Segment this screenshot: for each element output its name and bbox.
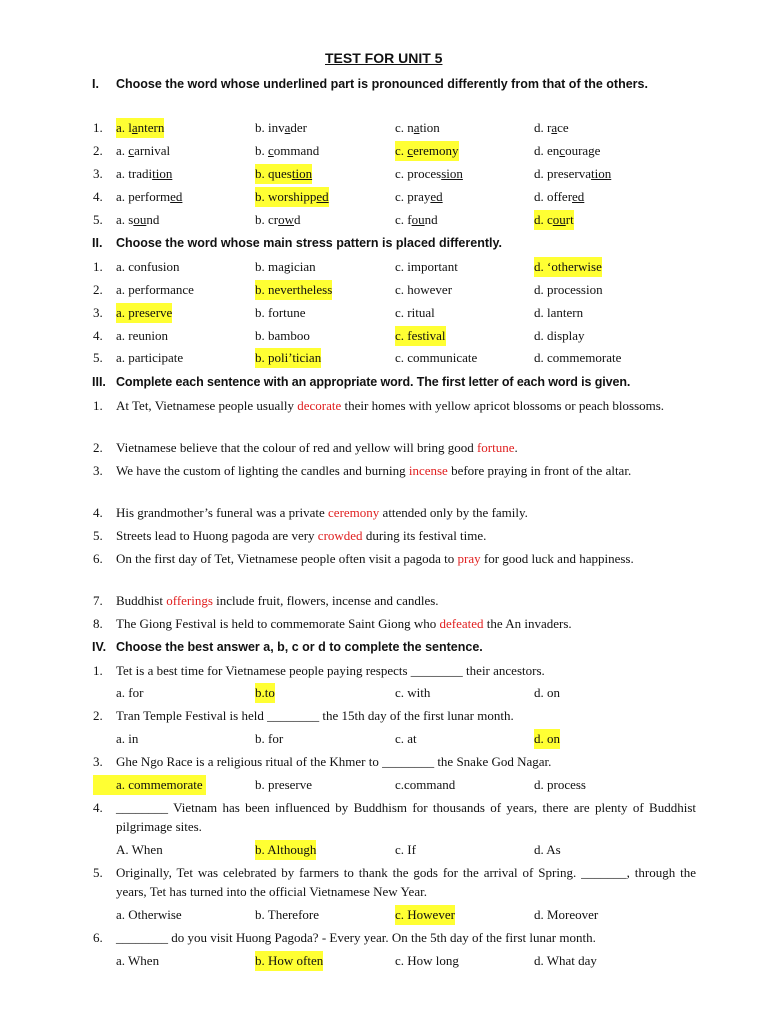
sentence-start: The Giong Festival is held to commemorate Saint Giong who bbox=[116, 616, 440, 631]
option-d: d. Moreover bbox=[534, 907, 599, 922]
option-a: a. When bbox=[116, 953, 160, 968]
option-a: a. participate bbox=[116, 350, 184, 365]
sentence-start: Buddhist bbox=[116, 593, 167, 608]
option-c: c.command bbox=[395, 777, 456, 792]
sentence-start: His grandmother’s funeral was a private bbox=[116, 505, 329, 520]
item-number: 1. bbox=[93, 663, 103, 678]
sentence-start: We have the custom of lighting the candles and burning bbox=[116, 463, 409, 478]
option-d: d. on bbox=[534, 685, 560, 700]
section-instruction: Choose the word whose main stress pattern is placed differently. bbox=[116, 236, 502, 250]
option-a: a. in bbox=[116, 731, 139, 746]
option-c: c. procession bbox=[395, 166, 463, 181]
option-d: d. on bbox=[534, 729, 560, 749]
option-b: b. poli’tician bbox=[255, 348, 321, 368]
sentence bbox=[116, 549, 696, 568]
option-b: b. nevertheless bbox=[255, 280, 332, 300]
item-number: 5. bbox=[93, 350, 103, 365]
option-c: c. ritual bbox=[395, 305, 435, 320]
sentence-start: On the first day of Tet, Vietnamese people often visit a pagoda to bbox=[116, 551, 458, 566]
sentence-end: the An invaders. bbox=[483, 616, 572, 631]
item-number: 6. bbox=[93, 551, 103, 566]
answer-word: decorate bbox=[297, 398, 342, 413]
item-number: 2. bbox=[93, 440, 103, 455]
sentence bbox=[116, 503, 696, 522]
option-c: c. prayed bbox=[395, 189, 443, 204]
question-text: ________ Vietnam has been influenced by Buddhism for thousands of years, there are plenty of Buddhist pilgrimage sites. bbox=[116, 800, 696, 834]
question-text: Originally, Tet was celebrated by farmers to thank the gods for the arrival of Spring. _______, through the years, Tet has turned into the official Vietnamese New Year. bbox=[116, 865, 696, 899]
item-number: 3. bbox=[93, 754, 103, 769]
option-c: c. How long bbox=[395, 953, 459, 968]
option-a: a. sound bbox=[116, 212, 160, 227]
item-number: 5. bbox=[93, 212, 103, 227]
option-c: c. found bbox=[395, 212, 438, 227]
option-a: a. reunion bbox=[116, 328, 168, 343]
page-title: TEST FOR UNIT 5 bbox=[325, 50, 443, 66]
option-b: b. command bbox=[255, 143, 320, 158]
option-d: d. preservation bbox=[534, 166, 612, 181]
answer-word: crowded bbox=[317, 528, 363, 543]
item-number: 3. bbox=[93, 305, 103, 320]
option-c: c. however bbox=[395, 282, 453, 297]
option-a: a. tradition bbox=[116, 166, 173, 181]
question-text: Ghe Ngo Race is a religious ritual of the Khmer to ________ the Snake God Nagar. bbox=[116, 754, 552, 769]
sentence bbox=[116, 461, 696, 480]
sentence bbox=[116, 591, 696, 610]
option-c: c. with bbox=[395, 685, 431, 700]
option-a: a. preserve bbox=[116, 303, 172, 323]
option-a: a. lantern bbox=[116, 118, 164, 138]
sentence bbox=[116, 438, 696, 457]
option-b: b. for bbox=[255, 731, 284, 746]
option-d: d. encourage bbox=[534, 143, 601, 158]
option-a: a. performance bbox=[116, 282, 194, 297]
option-c: c. ceremony bbox=[395, 141, 459, 161]
answer-word: defeated bbox=[439, 616, 484, 631]
option-b: b. How often bbox=[255, 951, 323, 971]
item-number: 4. bbox=[93, 328, 103, 343]
item-number: 5. bbox=[93, 528, 103, 543]
option-b: b. question bbox=[255, 164, 312, 184]
item-number: 1. bbox=[93, 120, 103, 135]
option-d: d. procession bbox=[534, 282, 603, 297]
item-number: 1. bbox=[93, 398, 103, 413]
option-d: d. What day bbox=[534, 953, 597, 968]
option-b: b. bamboo bbox=[255, 328, 310, 343]
section-instruction: Choose the word whose underlined part is pronounced differently from that of the others. bbox=[116, 77, 648, 91]
sentence-end: for good luck and happiness. bbox=[480, 551, 634, 566]
option-d: d. offered bbox=[534, 189, 585, 204]
answer-word: incense bbox=[408, 463, 448, 478]
section-number: II. bbox=[92, 236, 103, 250]
option-b: b. worshipped bbox=[255, 187, 329, 207]
option-c: c. communicate bbox=[395, 350, 478, 365]
option-c: c. festival bbox=[395, 326, 446, 346]
option-b: b. Therefore bbox=[255, 907, 320, 922]
option-b: b. Although bbox=[255, 840, 316, 860]
sentence-end: during its festival time. bbox=[362, 528, 487, 543]
option-d: d. race bbox=[534, 120, 569, 135]
option-c: c. However bbox=[395, 905, 455, 925]
option-b: b. magician bbox=[255, 259, 316, 274]
option-a: a. carnival bbox=[116, 143, 171, 158]
option-c: c. nation bbox=[395, 120, 440, 135]
section-number: III. bbox=[92, 375, 106, 389]
item-number: 4. bbox=[93, 189, 103, 204]
section-instruction: Choose the best answer a, b, c or d to complete the sentence. bbox=[116, 640, 483, 654]
option-b: b.to bbox=[255, 683, 275, 703]
item-number: 1. bbox=[93, 259, 103, 274]
option-d: d. process bbox=[534, 777, 586, 792]
sentence-end: include fruit, flowers, incense and candles. bbox=[212, 593, 439, 608]
option-b: b. fortune bbox=[255, 305, 306, 320]
option-c: c. important bbox=[395, 259, 458, 274]
sentence-start: At Tet, Vietnamese people usually bbox=[116, 398, 298, 413]
sentence-end: . bbox=[514, 440, 518, 455]
answer-word: ceremony bbox=[328, 505, 380, 520]
option-a: a. for bbox=[116, 685, 144, 700]
sentence bbox=[116, 526, 696, 545]
option-d: d. ‘otherwise bbox=[534, 257, 602, 277]
item-number: 2. bbox=[93, 708, 103, 723]
option-b: b. invader bbox=[255, 120, 308, 135]
item-number: 2. bbox=[93, 143, 103, 158]
option-b: b. preserve bbox=[255, 777, 313, 792]
item-number: 4. bbox=[93, 505, 103, 520]
sentence bbox=[116, 614, 696, 633]
item-number: 4. bbox=[93, 800, 103, 815]
option-d: d. court bbox=[534, 210, 574, 230]
item-number: 3. bbox=[93, 463, 103, 478]
answer-word: fortune bbox=[476, 440, 515, 455]
option-b: b. crowd bbox=[255, 212, 301, 227]
question-text: Tet is a best time for Vietnamese people paying respects ________ their ancestors. bbox=[116, 663, 545, 678]
option-a: a. Otherwise bbox=[116, 907, 182, 922]
item-number: 8. bbox=[93, 616, 103, 631]
option-c: c. If bbox=[395, 842, 416, 857]
option-d: d. display bbox=[534, 328, 585, 343]
section-instruction: Complete each sentence with an appropriate word. The first letter of each word is given. bbox=[116, 375, 631, 389]
question-text: Tran Temple Festival is held ________ the 15th day of the first lunar month. bbox=[116, 708, 514, 723]
sentence-end: their homes with yellow apricot blossoms or peach blossoms. bbox=[341, 398, 665, 413]
answer-word: offerings bbox=[166, 593, 213, 608]
answer-word: pray bbox=[457, 551, 481, 566]
option-a: A. When bbox=[116, 842, 163, 857]
sentence-start: Streets lead to Huong pagoda are very bbox=[116, 528, 318, 543]
item-number: 7. bbox=[93, 593, 103, 608]
option-a: a. commemorate bbox=[93, 775, 206, 795]
item-number: 2. bbox=[93, 282, 103, 297]
question-text: ________ do you visit Huong Pagoda? - Every year. On the 5th day of the first lunar month. bbox=[116, 930, 596, 945]
option-a: a. performed bbox=[116, 189, 183, 204]
sentence bbox=[116, 396, 696, 415]
item-number: 5. bbox=[93, 865, 103, 880]
section-number: IV. bbox=[92, 640, 107, 654]
option-d: d. commemorate bbox=[534, 350, 622, 365]
sentence-end: attended only by the family. bbox=[379, 505, 528, 520]
option-d: d. lantern bbox=[534, 305, 584, 320]
option-a: a. confusion bbox=[116, 259, 180, 274]
option-d: d. As bbox=[534, 842, 561, 857]
option-c: c. at bbox=[395, 731, 417, 746]
section-number: I. bbox=[92, 77, 99, 91]
item-number: 3. bbox=[93, 166, 103, 181]
sentence-start: Vietnamese believe that the colour of red and yellow will bring good bbox=[116, 440, 477, 455]
item-number: 6. bbox=[93, 930, 103, 945]
sentence-end: before praying in front of the altar. bbox=[447, 463, 632, 478]
